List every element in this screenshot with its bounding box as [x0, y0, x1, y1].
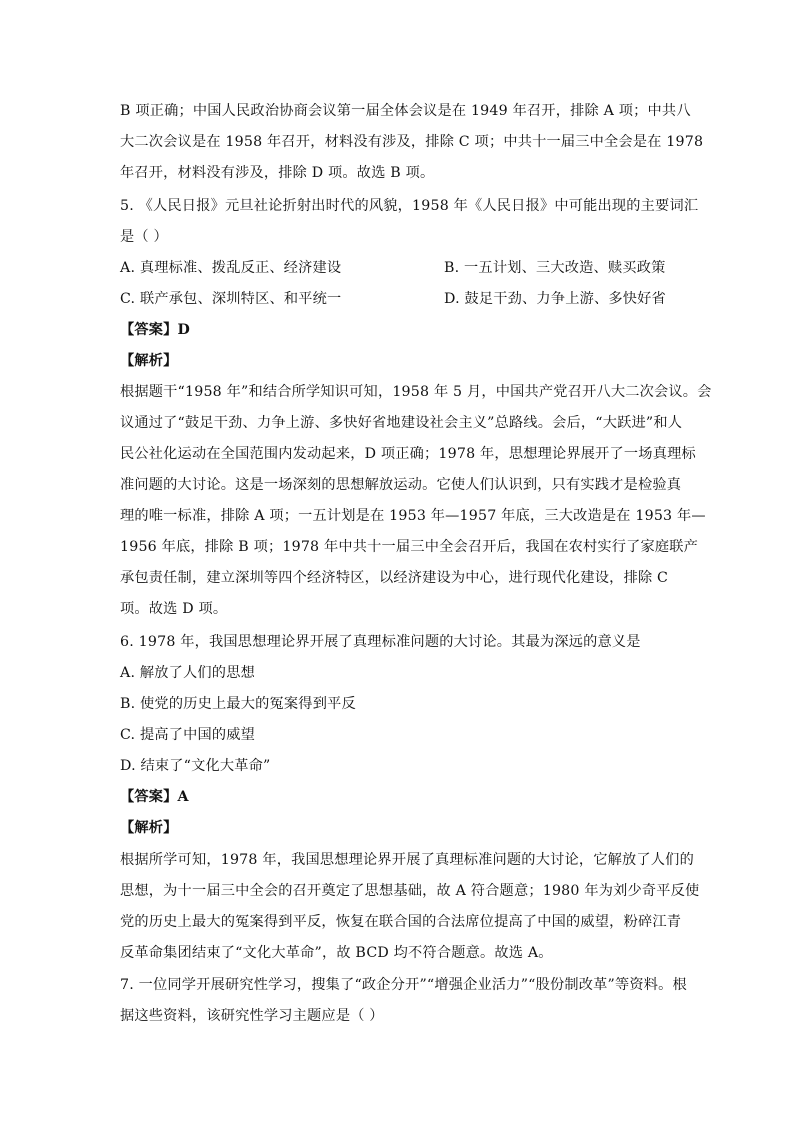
question-5-option-d: D. 鼓足干劲、力争上游、多快好省: [444, 291, 666, 307]
analysis-line: 承包责任制，建立深圳等四个经济特区，以经济建设为中心，进行现代化建设，排除 C: [120, 570, 669, 586]
analysis-line: 理的唯一标准，排除 A 项；一五计划是在 1953 年—1957 年底，三大改造是在 1953 年—: [120, 508, 706, 524]
analysis-line: 思想，为十一届三中全会的召开奠定了思想基础，故 A 符合题意；1980 年为刘少奇平反使: [120, 883, 700, 899]
question-6-option-d: D. 结束了“文化大革命”: [120, 758, 271, 774]
question-5-option-b: B. 一五计划、三大改造、赎买政策: [444, 260, 666, 276]
text-line: 大二次会议是在 1958 年召开，材料没有涉及，排除 C 项；中共十一届三中全会是在 1978: [120, 134, 704, 150]
answer-label: 【答案】A: [120, 789, 189, 805]
question-7-stem: 据这些资料，该研究性学习主题应是（ ）: [120, 1008, 384, 1024]
analysis-label: 【解析】: [120, 820, 178, 836]
question-5-stem: 5. 《人民日报》元旦社论折射出时代的风貌，1958 年《人民日报》中可能出现的主要词汇: [120, 198, 699, 214]
answer-label: 【答案】D: [120, 322, 191, 338]
question-5-stem: 是（ ）: [120, 229, 168, 245]
analysis-line: 准问题的大讨论。这是一场深刻的思想解放运动。它使人们认识到，只有实践才是检验真: [120, 477, 682, 493]
analysis-line: 党的历史上最大的冤案得到平反，恢复在联合国的合法席位提高了中国的威望，粉碎江青: [120, 914, 682, 930]
text-line: 年召开，材料没有涉及，排除 D 项。故选 B 项。: [120, 165, 435, 181]
text-line: B 项正确；中国人民政治协商会议第一届全体会议是在 1949 年召开，排除 A 项；中共八: [120, 103, 691, 119]
analysis-line: 反革命集团结束了“文化大革命”，故 BCD 均不符合题意。故选 A。: [120, 945, 553, 961]
analysis-line: 议通过了“鼓足干劲、力争上游、多快好省地建设社会主义”总路线。会后，“大跃进”和人: [120, 415, 683, 431]
analysis-line: 项。故选 D 项。: [120, 601, 228, 617]
question-7-stem: 7. 一位同学开展研究性学习，搜集了“政企分开”“增强企业活力”“股份制改革”等资料。根: [120, 977, 687, 993]
question-5-option-a: A. 真理标准、拨乱反正、经济建设: [120, 260, 342, 276]
analysis-line: 1956 年底，排除 B 项；1978 年中共十一届三中全会召开后，我国在农村实行了家庭联产: [120, 539, 699, 555]
question-6-option-a: A. 解放了人们的思想: [120, 665, 255, 681]
question-6-option-b: B. 使党的历史上最大的冤案得到平反: [120, 696, 356, 712]
analysis-line: 根据所学可知，1978 年，我国思想理论界开展了真理标准问题的大讨论，它解放了人们的: [120, 852, 694, 868]
question-6-stem: 6. 1978 年，我国思想理论界开展了真理标准问题的大讨论。其最为深远的意义是: [120, 634, 641, 650]
question-6-option-c: C. 提高了中国的威望: [120, 727, 256, 743]
analysis-line: 民公社化运动在全国范围内发动起来，D 项正确；1978 年，思想理论界展开了一场真理标: [120, 446, 696, 462]
question-5-option-c: C. 联产承包、深圳特区、和平统一: [120, 291, 342, 307]
analysis-label: 【解析】: [120, 353, 178, 369]
analysis-line: 根据题干“1958 年”和结合所学知识可知，1958 年 5 月，中国共产党召开八大二次会议。会: [120, 384, 712, 400]
